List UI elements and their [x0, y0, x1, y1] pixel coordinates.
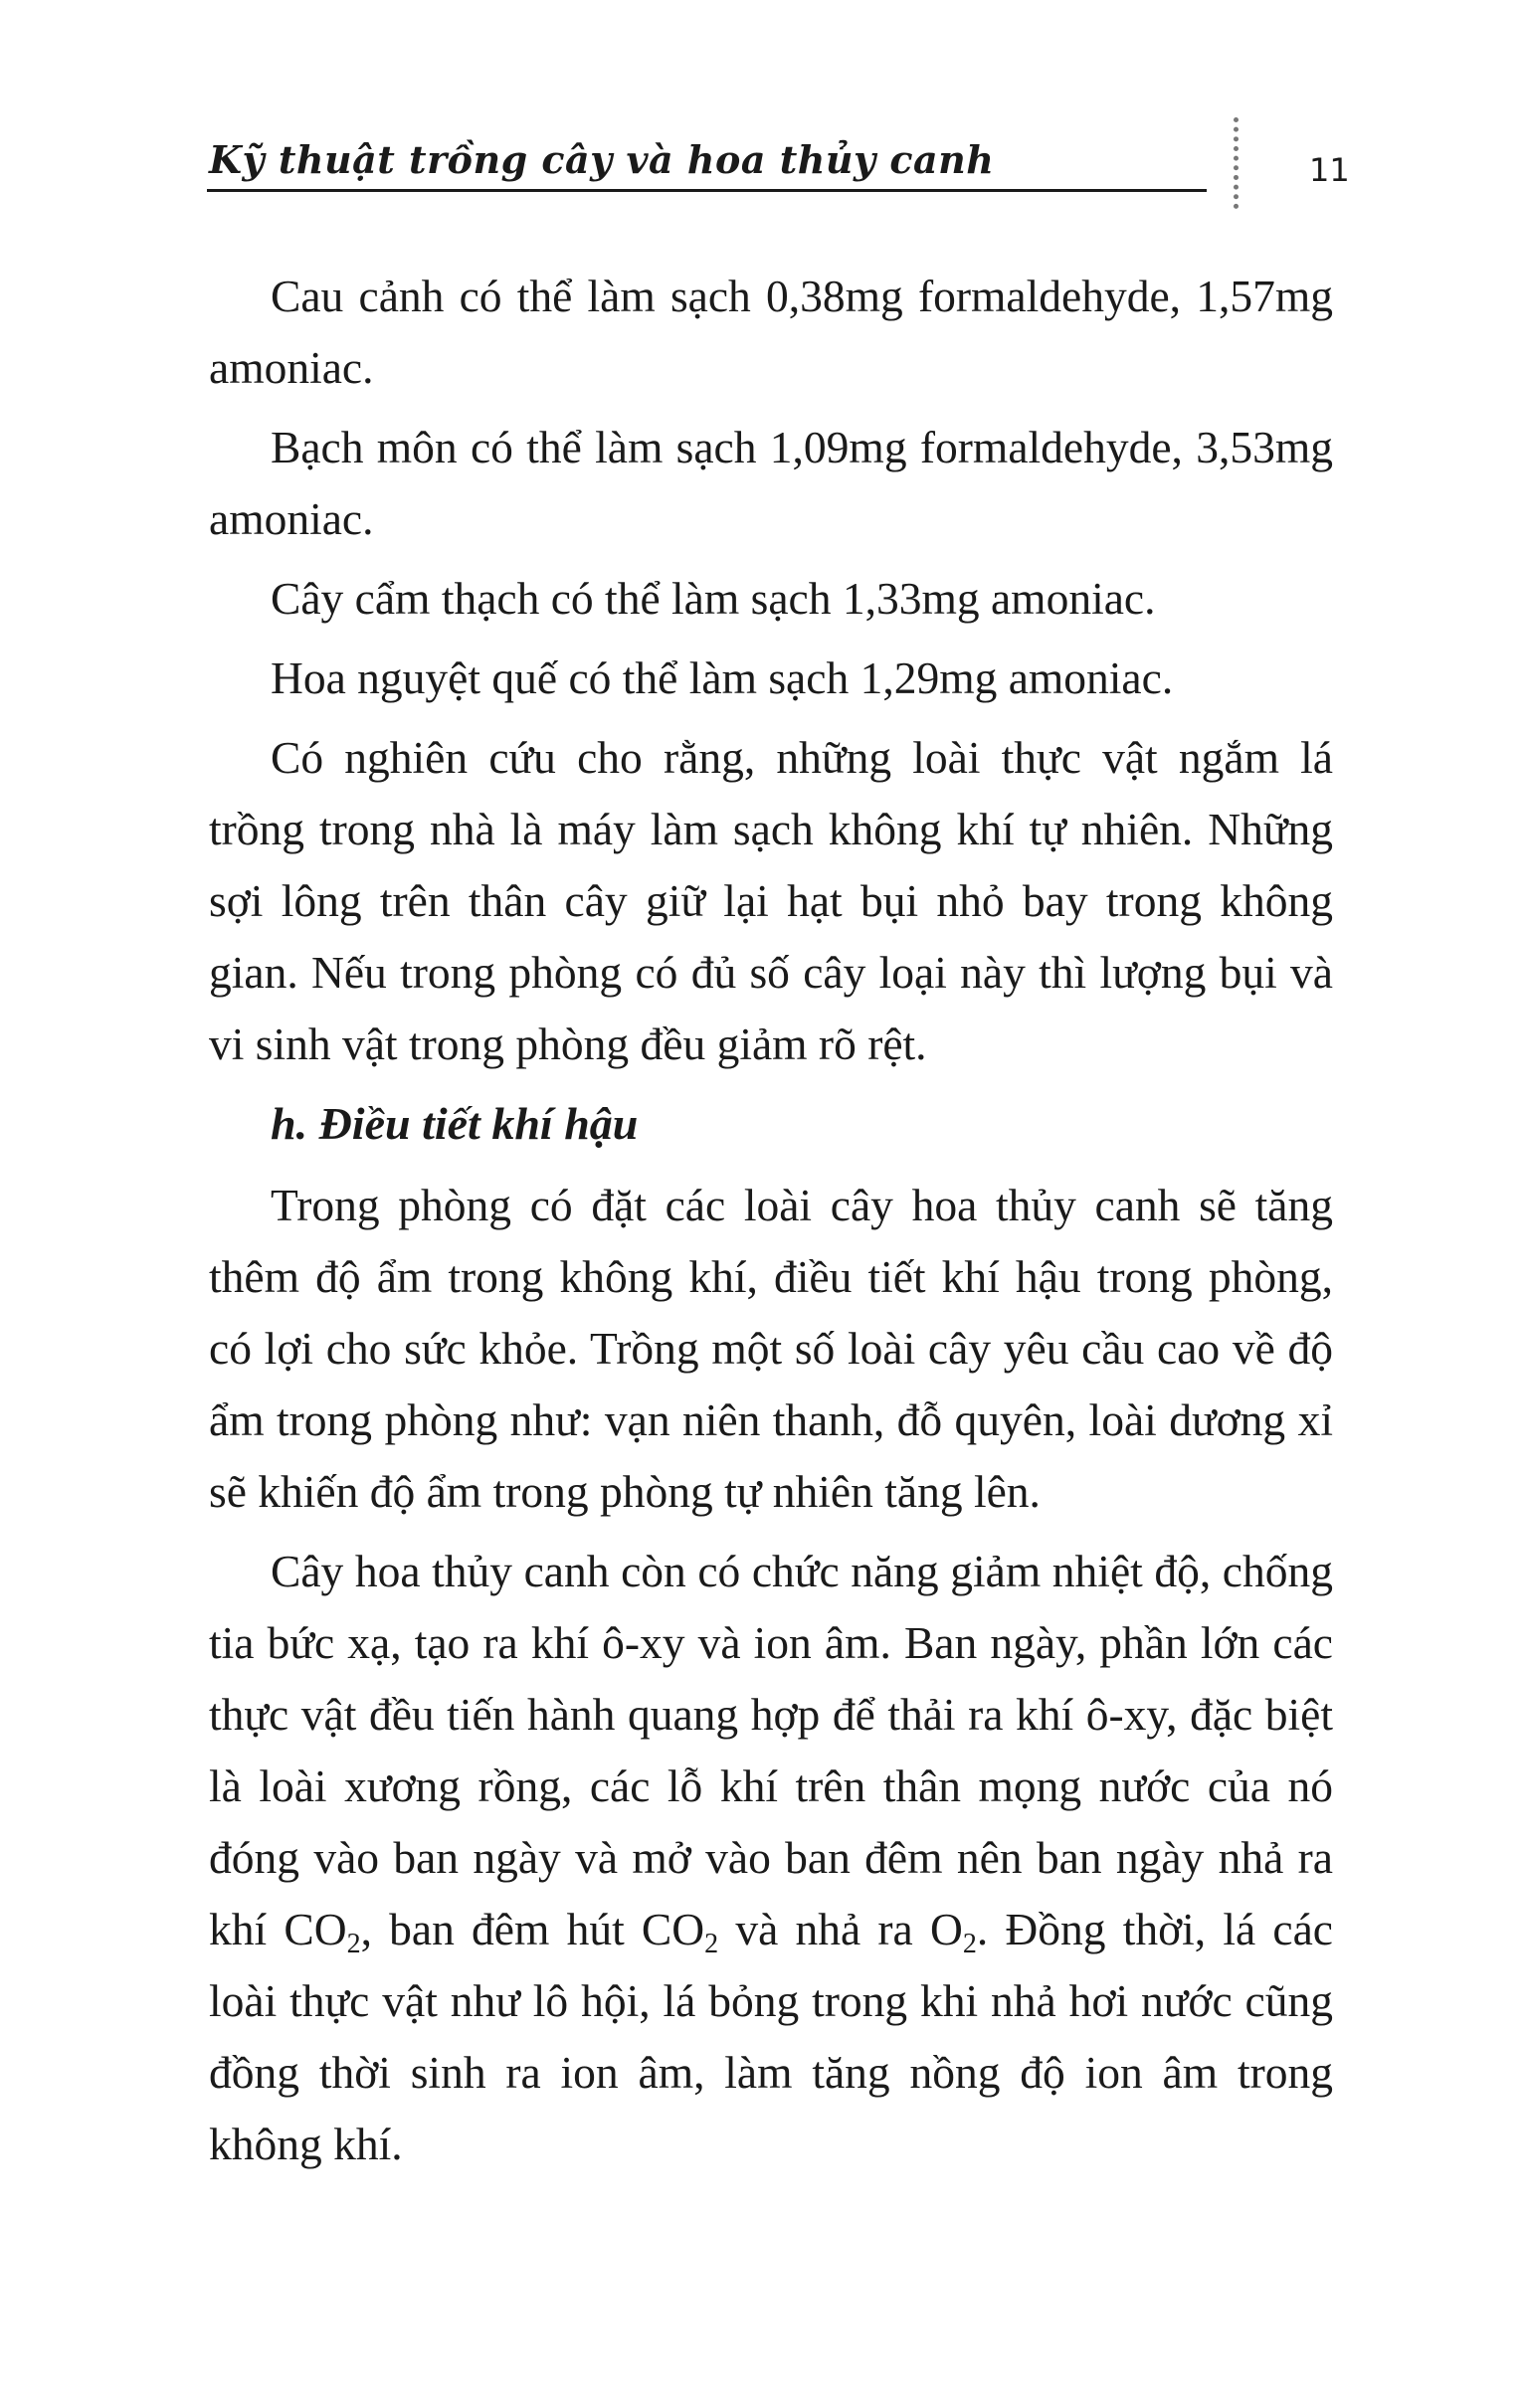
subscript: 2 — [346, 1929, 361, 1959]
running-head-title: Kỹ thuật trồng cây và hoa thủy canh — [209, 137, 995, 182]
page-body — [209, 261, 1333, 2188]
paragraph-hoa-nguyet-que: Hoa nguyệt quế có thể làm sạch 1,29mg amoniac. — [271, 652, 1174, 703]
paragraph-humidity: Trong phòng có đặt các loài cây hoa thủy canh sẽ tăng thêm độ ẩm trong không khí, điều tiết khí hậu trong phòng, có lợi cho sức khỏe. Trồng một số loài cây yêu cầu cao về độ ẩm trong phòng như: vạn niên thanh, đỗ quyên, loài dương xỉ sẽ khiến độ ẩm trong phòng tự nhiên tăng lên. — [209, 1180, 1333, 1517]
header-rule — [207, 189, 1207, 192]
paragraph-air-cleaning: Có nghiên cứu cho rằng, những loài thực vật ngắm lá trồng trong nhà là máy làm sạch không khí tự nhiên. Những sợi lông trên thân cây giữ lại hạt bụi nhỏ bay trong không gian. Nếu trong phòng có đủ số cây loại này thì lượng bụi và vi sinh vật trong phòng đều giảm rõ rệt. — [209, 732, 1333, 1069]
paragraph-oxygen-ions — [209, 1536, 1333, 2180]
text-segment: , ban đêm hút CO — [360, 1904, 705, 1954]
paragraph-cay-cam-thach: Cây cẩm thạch có thể làm sạch 1,33mg amoniac. — [271, 573, 1156, 624]
text-segment: Cây hoa thủy canh còn có chức năng giảm nhiệt độ, chống tia bức xạ, tạo ra khí ô-xy và ion âm. Ban ngày, phần lớn các thực vật đều tiến hành quang hợp để thải ra khí ô-xy, đặc biệt là loài xương rồng, các lỗ khí trên thân mọng nước của nó đóng vào ban ngày và mở vào ban đêm nên ban ngày nhả ra khí CO — [209, 1546, 1333, 1954]
text-segment: và nhả ra O — [718, 1904, 963, 1954]
paragraph-bach-mon: Bạch môn có thể làm sạch 1,09mg formaldehyde, 3,53mg amoniac. — [209, 422, 1333, 544]
text-segment: . Đồng thời, lá các loài thực vật như lô hội, lá bỏng trong khi nhả hơi nước cũng đồng thời sinh ra ion âm, làm tăng nồng độ ion âm trong không khí. — [209, 1904, 1333, 2169]
section-heading-h: h. Điều tiết khí hậu — [271, 1098, 639, 1149]
subscript: 2 — [704, 1929, 719, 1959]
paragraph-cau-canh: Cau cảnh có thể làm sạch 0,38mg formaldehyde, 1,57mg amoniac. — [209, 271, 1333, 393]
subscript: 2 — [962, 1929, 977, 1959]
page-number: 11 — [1309, 151, 1350, 189]
header-divider — [1234, 117, 1239, 209]
